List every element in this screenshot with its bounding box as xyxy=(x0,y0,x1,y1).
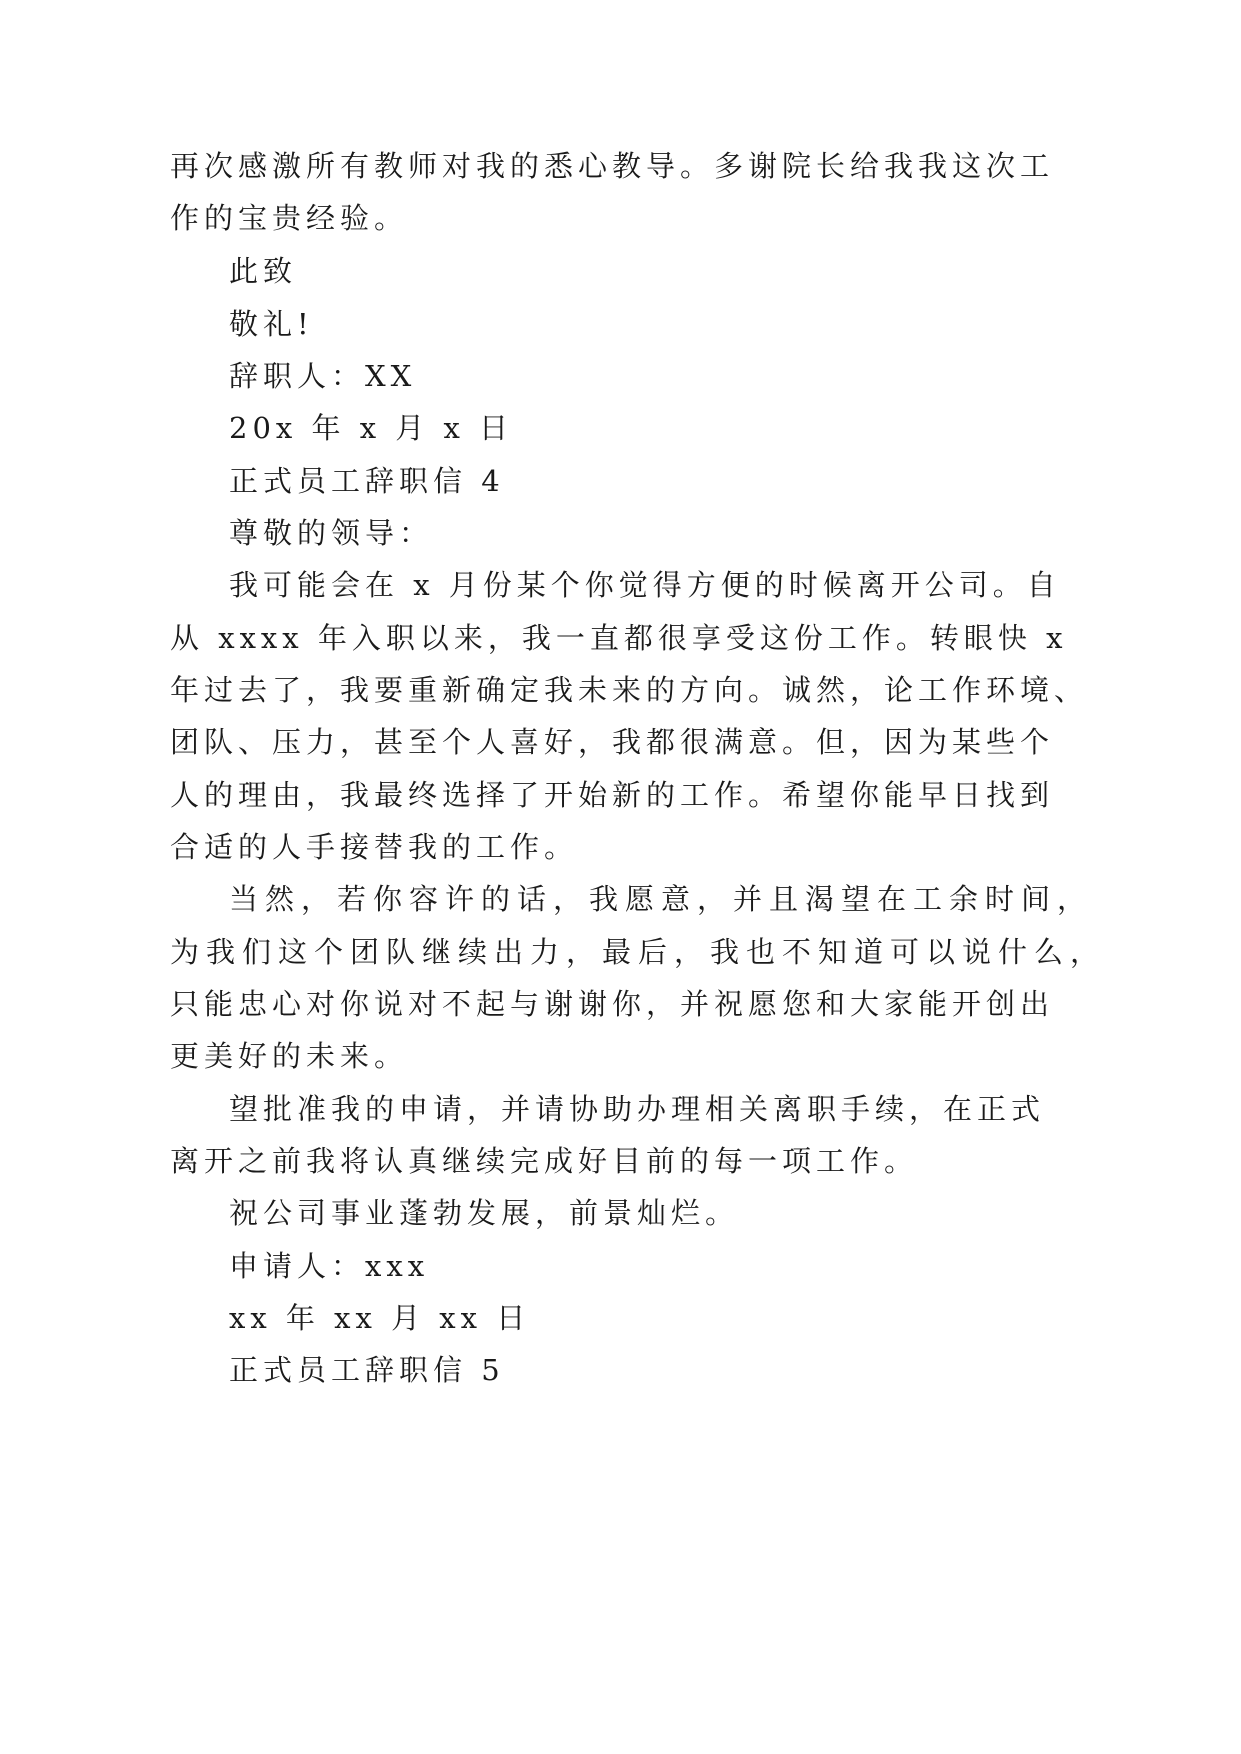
letter-greeting: 尊敬的领导： xyxy=(229,516,434,550)
body-text-line: 祝公司事业蓬勃发展，前景灿烂。 xyxy=(229,1196,740,1230)
body-text-line: 团队、压力，甚至个人喜好，我都很满意。但，因为某些个 xyxy=(170,725,1055,759)
body-text-line: 年过去了，我要重新确定我未来的方向。诚然，论工作环境、 xyxy=(170,673,1089,707)
closing-respect: 敬礼! xyxy=(229,307,314,341)
body-text-line: 只能忠心对你说对不起与谢谢你，并祝愿您和大家能开创出 xyxy=(170,987,1055,1021)
signature-name: 辞职人：XX xyxy=(229,359,417,393)
body-text-line: 合适的人手接替我的工作。 xyxy=(170,830,579,864)
signature-date: 20x 年 x 月 x 日 xyxy=(229,411,514,445)
body-text-line: 更美好的未来。 xyxy=(170,1039,409,1073)
body-text-line: 从 xxxx 年入职以来，我一直都很享受这份工作。转眼快 x xyxy=(170,621,1068,655)
body-text-line: 离开之前我将认真继续完成好目前的每一项工作。 xyxy=(170,1144,919,1178)
closing-salutation: 此致 xyxy=(229,254,298,288)
body-text-line: 再次感激所有教师对我的悉心教导。多谢院长给我我这次工 xyxy=(170,149,1055,183)
letter-heading: 正式员工辞职信 4 xyxy=(229,464,505,498)
body-text-line: 当然，若你容许的话，我愿意，并且渴望在工余时间， xyxy=(229,882,1094,916)
body-text-line: 我可能会在 x 月份某个你觉得方便的时候离开公司。自 xyxy=(229,568,1061,602)
body-text-line: 为我们这个团队继续出力，最后，我也不知道可以说什么， xyxy=(170,935,1107,969)
body-text-line: 望批准我的申请，并请协助办理相关离职手续，在正式 xyxy=(229,1092,1046,1126)
body-text-line: 作的宝贵经验。 xyxy=(170,201,409,235)
application-date: xx 年 xx 月 xx 日 xyxy=(229,1301,531,1335)
letter-heading: 正式员工辞职信 5 xyxy=(229,1353,505,1387)
body-text-line: 人的理由，我最终选择了开始新的工作。希望你能早日找到 xyxy=(170,778,1055,812)
applicant-name: 申请人：xxx xyxy=(229,1249,430,1283)
